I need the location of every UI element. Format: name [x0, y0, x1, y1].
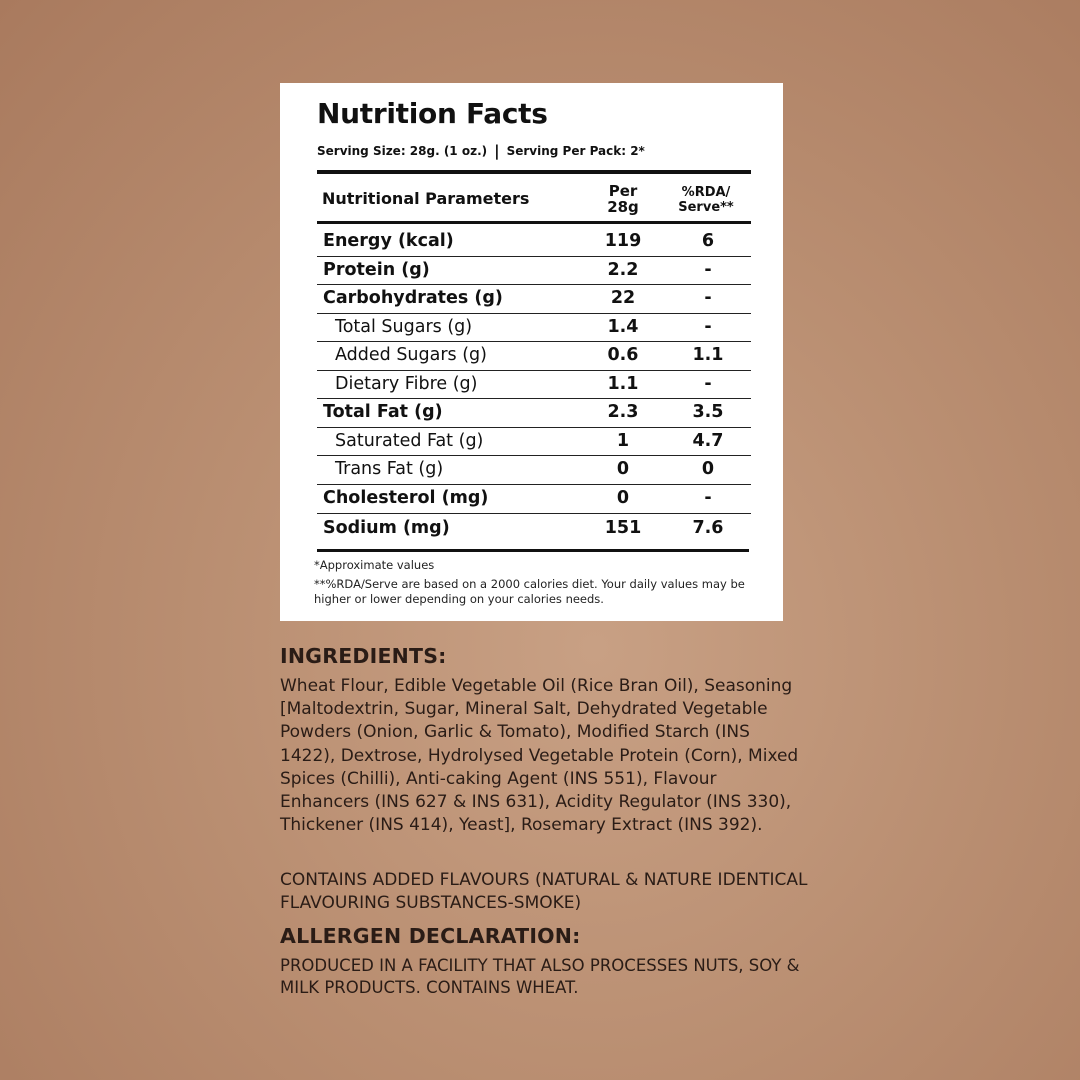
top-rule	[317, 170, 751, 174]
row-rda: -	[704, 260, 712, 280]
serving-separator: |	[494, 142, 500, 160]
row-rda: -	[704, 488, 712, 508]
header-per	[598, 183, 648, 215]
row-value: 0.6	[607, 345, 639, 365]
row-name: Added Sugars (g)	[335, 345, 487, 365]
row-value: 0	[616, 459, 630, 479]
header-rda-line1: %RDA/	[681, 185, 731, 200]
header-param: Nutritional Parameters	[322, 189, 530, 208]
table-row	[317, 313, 751, 341]
table-row	[317, 514, 751, 542]
row-name: Cholesterol (mg)	[323, 488, 489, 508]
row-value: 0	[616, 488, 630, 508]
bottom-rule	[317, 549, 749, 552]
table-row	[317, 484, 751, 512]
table-row	[317, 341, 751, 369]
nutrition-title: Nutrition Facts	[317, 97, 548, 130]
table-row	[317, 398, 751, 426]
table-row	[317, 227, 751, 255]
row-name: Energy (kcal)	[323, 231, 454, 251]
nutrition-facts-panel	[280, 83, 783, 621]
row-name: Protein (g)	[323, 260, 430, 280]
allergen-text: PRODUCED IN A FACILITY THAT ALSO PROCESSES NUTS, SOY & MILK PRODUCTS. CONTAINS WHEAT.	[280, 956, 800, 997]
table-row	[317, 427, 751, 455]
footnote-rda: **%RDA/Serve are based on a 2000 calories diet. Your daily values may be higher or lower depending on your calories needs.	[314, 577, 745, 606]
serving-info	[317, 141, 645, 159]
row-rda: 7.6	[692, 518, 724, 538]
row-rda: 1.1	[692, 345, 724, 365]
row-value: 1.4	[607, 317, 639, 337]
row-rda: 0	[701, 459, 715, 479]
serving-per-pack: Serving Per Pack: 2*	[506, 144, 645, 158]
row-name: Dietary Fibre (g)	[335, 374, 478, 394]
row-rda: 3.5	[692, 402, 724, 422]
row-name: Sodium (mg)	[323, 518, 450, 538]
table-row	[317, 455, 751, 483]
row-value: 22	[610, 288, 636, 308]
ingredients-title: INGREDIENTS:	[280, 644, 447, 668]
row-value: 2.3	[607, 402, 639, 422]
row-rda: -	[704, 288, 712, 308]
table-row	[317, 370, 751, 398]
header-rule	[317, 221, 751, 224]
header-per-line1: Per	[608, 182, 638, 200]
table-row	[317, 256, 751, 284]
row-name: Trans Fat (g)	[335, 459, 444, 479]
table-row	[317, 284, 751, 312]
serving-size: Serving Size: 28g. (1 oz.)	[317, 144, 488, 158]
row-name: Total Fat (g)	[323, 402, 443, 422]
header-rda	[670, 185, 742, 215]
row-rda: -	[704, 374, 712, 394]
row-name: Total Sugars (g)	[335, 317, 473, 337]
row-value: 2.2	[607, 260, 639, 280]
row-name: Saturated Fat (g)	[335, 431, 484, 451]
row-value: 1.1	[607, 374, 639, 394]
row-name: Carbohydrates (g)	[323, 288, 503, 308]
header-per-line2: 28g	[607, 198, 639, 216]
ingredients-text: Wheat Flour, Edible Vegetable Oil (Rice Bran Oil), Seasoning [Maltodextrin, Sugar, Mineral Salt, Dehydrated Vegetable Powders (Onion, Garlic & Tomato), Modified Starch (INS 1422), Dextrose, Hydrolysed Vegetable Protein (Corn), Mixed Spices (Chilli), Anti-caking Agent (INS 551), Flavour Enhancers (INS 627 & INS 631), Acidity Regulator (INS 330), Thickener (INS 414), Yeast], Rosemary Extract (INS 392).	[280, 676, 799, 836]
allergen-title: ALLERGEN DECLARATION:	[280, 924, 581, 948]
row-value: 151	[604, 518, 642, 538]
footnote-approximate: *Approximate values	[314, 558, 435, 572]
row-rda: 6	[701, 231, 715, 251]
flavours-text: CONTAINS ADDED FLAVOURS (NATURAL & NATURE IDENTICAL FLAVOURING SUBSTANCES-SMOKE)	[280, 870, 808, 914]
header-rda-line2: Serve**	[678, 200, 734, 215]
row-rda: 4.7	[692, 431, 724, 451]
row-value: 119	[604, 231, 642, 251]
row-rda: -	[704, 317, 712, 337]
row-value: 1	[616, 431, 630, 451]
